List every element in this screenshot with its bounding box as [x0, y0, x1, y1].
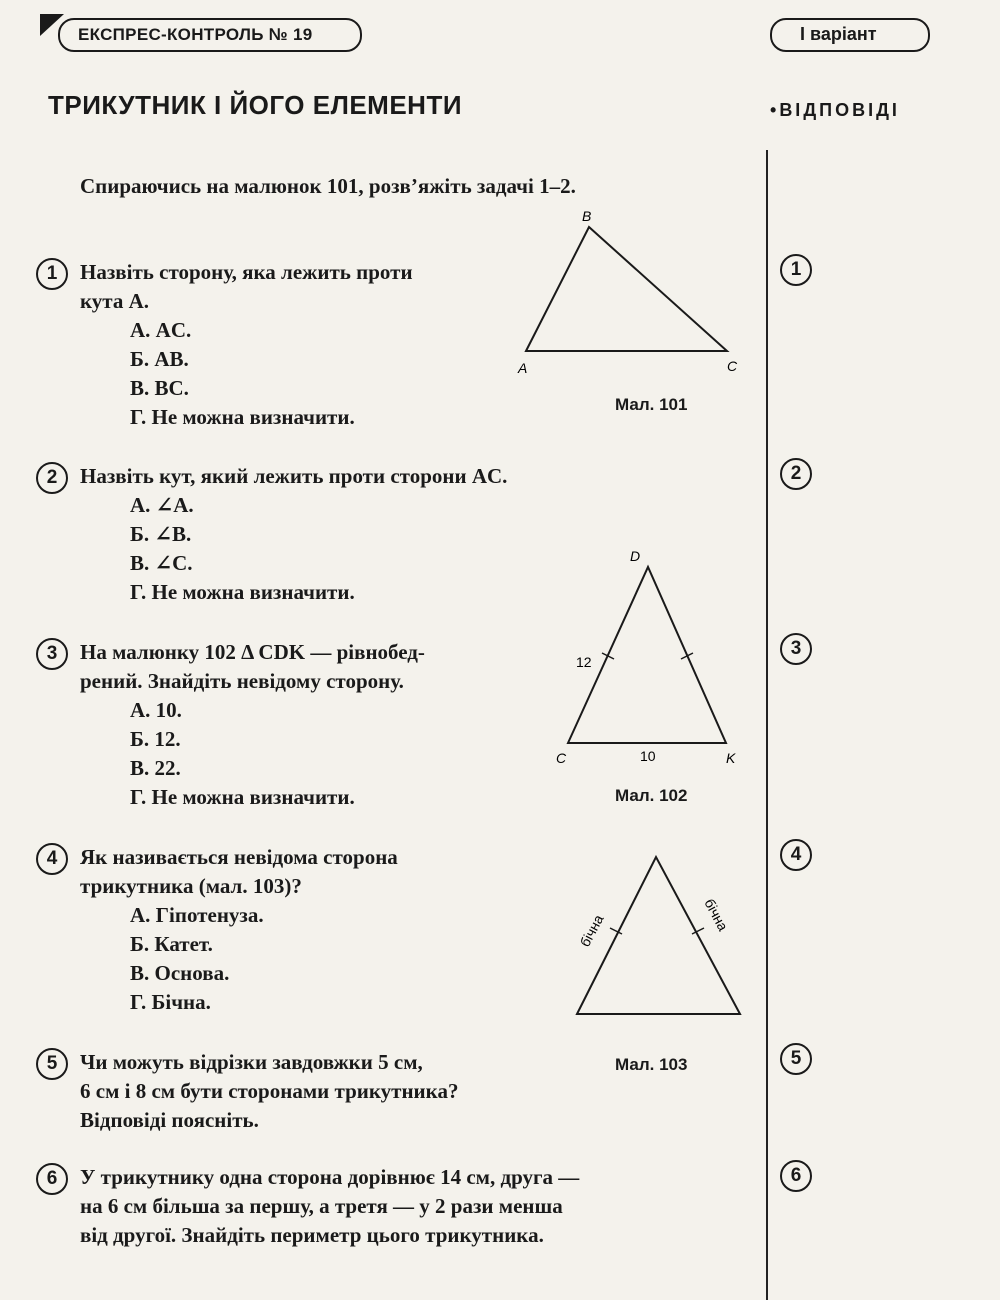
answer-option: Б. AB. — [130, 347, 189, 371]
series-label: ЕКСПРЕС-КОНТРОЛЬ № 19 — [78, 25, 313, 44]
answer-number: 5 — [780, 1043, 812, 1075]
answer-option: В. 22. — [130, 756, 181, 780]
figure-caption: Мал. 101 — [615, 395, 688, 414]
answer-option: А. AC. — [130, 318, 192, 342]
question-number: 2 — [36, 462, 68, 494]
answer-option: Г. Не можна визначити. — [130, 785, 355, 809]
figure-caption: Мал. 103 — [615, 1055, 688, 1074]
triangle-cdk — [568, 567, 726, 743]
question-text-line: на 6 см більша за першу, а третя — у 2 рази менша — [80, 1194, 563, 1218]
answer-option: А. Гіпотенуза. — [130, 903, 264, 927]
answer-option: Б. ∠B. — [130, 522, 192, 546]
figure-102 — [540, 545, 760, 775]
question-text-line: Відповіді поясніть. — [80, 1108, 259, 1132]
vertex-label-c: C — [727, 358, 738, 374]
bullet-icon: • — [770, 100, 780, 120]
question-number: 1 — [36, 258, 68, 290]
question-3 — [80, 638, 425, 812]
side-label-left: бічна — [576, 911, 607, 950]
figure-101 — [500, 205, 760, 385]
answer-option: А. ∠A. — [130, 493, 194, 517]
answer-option: В. Основа. — [130, 961, 230, 985]
answers-heading — [770, 100, 900, 121]
question-text-line: 6 см і 8 см бути сторонами трикутника? — [80, 1079, 459, 1103]
answer-number: 6 — [780, 1160, 812, 1192]
question-6 — [80, 1163, 579, 1250]
question-4 — [80, 843, 398, 1017]
answers-divider — [766, 150, 768, 1300]
question-2 — [80, 462, 507, 607]
series-badge — [58, 18, 362, 52]
isosceles-triangle — [577, 857, 740, 1014]
question-number: 3 — [36, 638, 68, 670]
figure-103 — [560, 852, 760, 1022]
answer-option: В. BC. — [130, 376, 189, 400]
vertex-label-b: B — [582, 208, 592, 224]
question-number: 6 — [36, 1163, 68, 1195]
answer-number: 4 — [780, 839, 812, 871]
vertex-label-k: K — [726, 750, 736, 766]
answer-option: Г. Бічна. — [130, 990, 211, 1014]
question-text-line: кута A. — [80, 289, 150, 313]
triangle-abc — [526, 227, 727, 351]
variant-badge — [770, 18, 930, 52]
question-text-line: Назвіть кут, який лежить проти сторони AC. — [80, 464, 508, 488]
vertex-label-d: D — [630, 548, 641, 564]
side-length-label: 12 — [576, 654, 592, 670]
answers-label: ВІДПОВІДІ — [779, 100, 900, 120]
question-1 — [80, 258, 413, 432]
answer-option: Б. 12. — [130, 727, 181, 751]
question-text-line: У трикутнику одна сторона дорівнює 14 см, друга — — [80, 1165, 580, 1189]
vertex-label-a: A — [518, 360, 528, 376]
instruction: Спираючись на малюнок 101, розв’яжіть задачі 1–2. — [80, 174, 576, 198]
question-number: 5 — [36, 1048, 68, 1080]
question-text-line: Назвіть сторону, яка лежить проти — [80, 260, 413, 284]
page-title: ТРИКУТНИК І ЙОГО ЕЛЕМЕНТИ — [48, 90, 463, 120]
answer-option: Б. Катет. — [130, 932, 213, 956]
question-text-line: трикутника (мал. 103)? — [80, 874, 302, 898]
answer-option: В. ∠C. — [130, 551, 193, 575]
variant-label: І варіант — [800, 24, 877, 44]
base-length-label: 10 — [640, 748, 656, 764]
answer-number: 2 — [780, 458, 812, 490]
question-5 — [80, 1048, 458, 1135]
question-text-line: На малюнку 102 Δ CDK — рівнобед- — [80, 640, 425, 664]
answer-number: 3 — [780, 633, 812, 665]
question-text-line: Чи можуть відрізки завдовжки 5 см, — [80, 1050, 423, 1074]
answer-number: 1 — [780, 254, 812, 286]
question-text-line: від другої. Знайдіть периметр цього трикутника. — [80, 1223, 544, 1247]
answer-option: А. 10. — [130, 698, 182, 722]
question-text-line: рений. Знайдіть невідому сторону. — [80, 669, 404, 693]
question-number: 4 — [36, 843, 68, 875]
question-text-line: Як називається невідома сторона — [80, 845, 398, 869]
answer-option: Г. Не можна визначити. — [130, 580, 355, 604]
figure-caption: Мал. 102 — [615, 786, 688, 805]
answer-option: Г. Не можна визначити. — [130, 405, 355, 429]
vertex-label-c: C — [556, 750, 567, 766]
side-label-right: бічна — [701, 895, 732, 934]
